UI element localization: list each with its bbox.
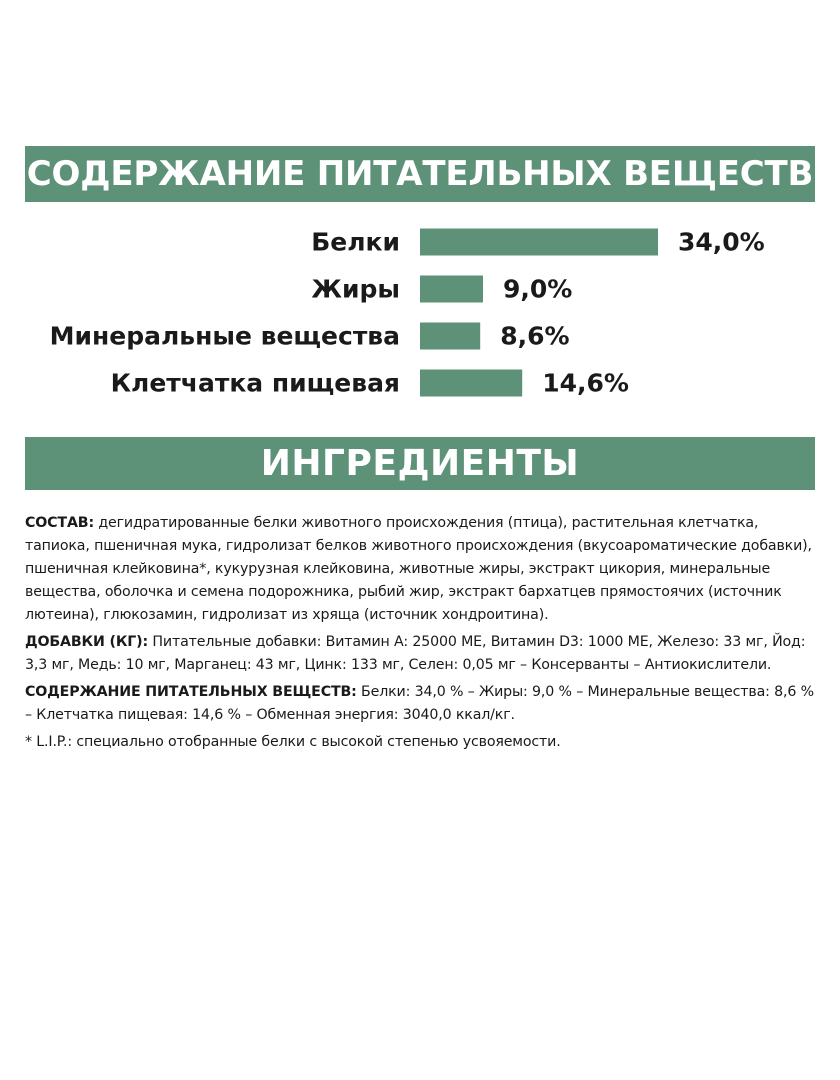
composition-text: дегидратированные белки животного происхождения (птица), растительная клетчатка, тапиока, пшеничная мука, гидролизат белков животного происхождения (вкусоароматические добавки), пшеничная клейковина*, кукурузная клейковина, животные жиры, экстракт цикория, минеральные вещества, оболочка и семена подорожника, рыбий жир, экстракт бархатцев прямостоячих (источник лютеина), глюкозамин, гидролизат из хряща (источник хондроитина). bbox=[25, 515, 812, 623]
bar bbox=[420, 370, 522, 397]
bar bbox=[420, 229, 658, 256]
nutrients-bar-chart bbox=[0, 210, 840, 410]
ingredients-section-title: ИНГРЕДИЕНТЫ bbox=[25, 437, 815, 490]
value-label: 8,6% bbox=[500, 321, 570, 351]
composition-paragraph bbox=[25, 512, 825, 627]
additives-label: ДОБАВКИ (КГ): bbox=[25, 634, 149, 650]
nutrients-text: Белки: 34,0 % – Жиры: 9,0 % – Минеральные вещества: 8,6 % – Клетчатка пищевая: 14,6 % – Обменная энергия: 3040,0 ккал/кг. bbox=[25, 684, 814, 723]
footnote: * L.I.P.: специально отобранные белки с высокой степенью усвояемости. bbox=[25, 734, 561, 750]
value-label: 14,6% bbox=[542, 368, 629, 398]
bar bbox=[420, 323, 480, 350]
nutrients-paragraph bbox=[25, 681, 825, 727]
nutrients-section-title: СОДЕРЖАНИЕ ПИТАТЕЛЬНЫХ ВЕЩЕСТВ bbox=[25, 146, 815, 202]
additives-text: Питательные добавки: Витамин A: 25000 МЕ, Витамин D3: 1000 МЕ, Железо: 33 мг, Йод: 3,3 мг, Медь: 10 мг, Марганец: 43 мг, Цинк: 133 мг, Селен: 0,05 мг – Консерванты – Антиокислители. bbox=[25, 634, 806, 673]
value-label: 34,0% bbox=[678, 227, 765, 257]
composition-label: СОСТАВ: bbox=[25, 515, 94, 531]
value-label: 9,0% bbox=[503, 274, 573, 304]
nutrients-label: СОДЕРЖАНИЕ ПИТАТЕЛЬНЫХ ВЕЩЕСТВ: bbox=[25, 684, 357, 700]
category-label: Минеральные вещества bbox=[49, 321, 400, 351]
category-label: Клетчатка пищевая bbox=[110, 368, 400, 398]
ingredients-text-block bbox=[25, 512, 825, 758]
category-label: Белки bbox=[311, 227, 400, 257]
bar bbox=[420, 276, 483, 303]
category-label: Жиры bbox=[311, 274, 400, 304]
additives-paragraph bbox=[25, 631, 825, 677]
